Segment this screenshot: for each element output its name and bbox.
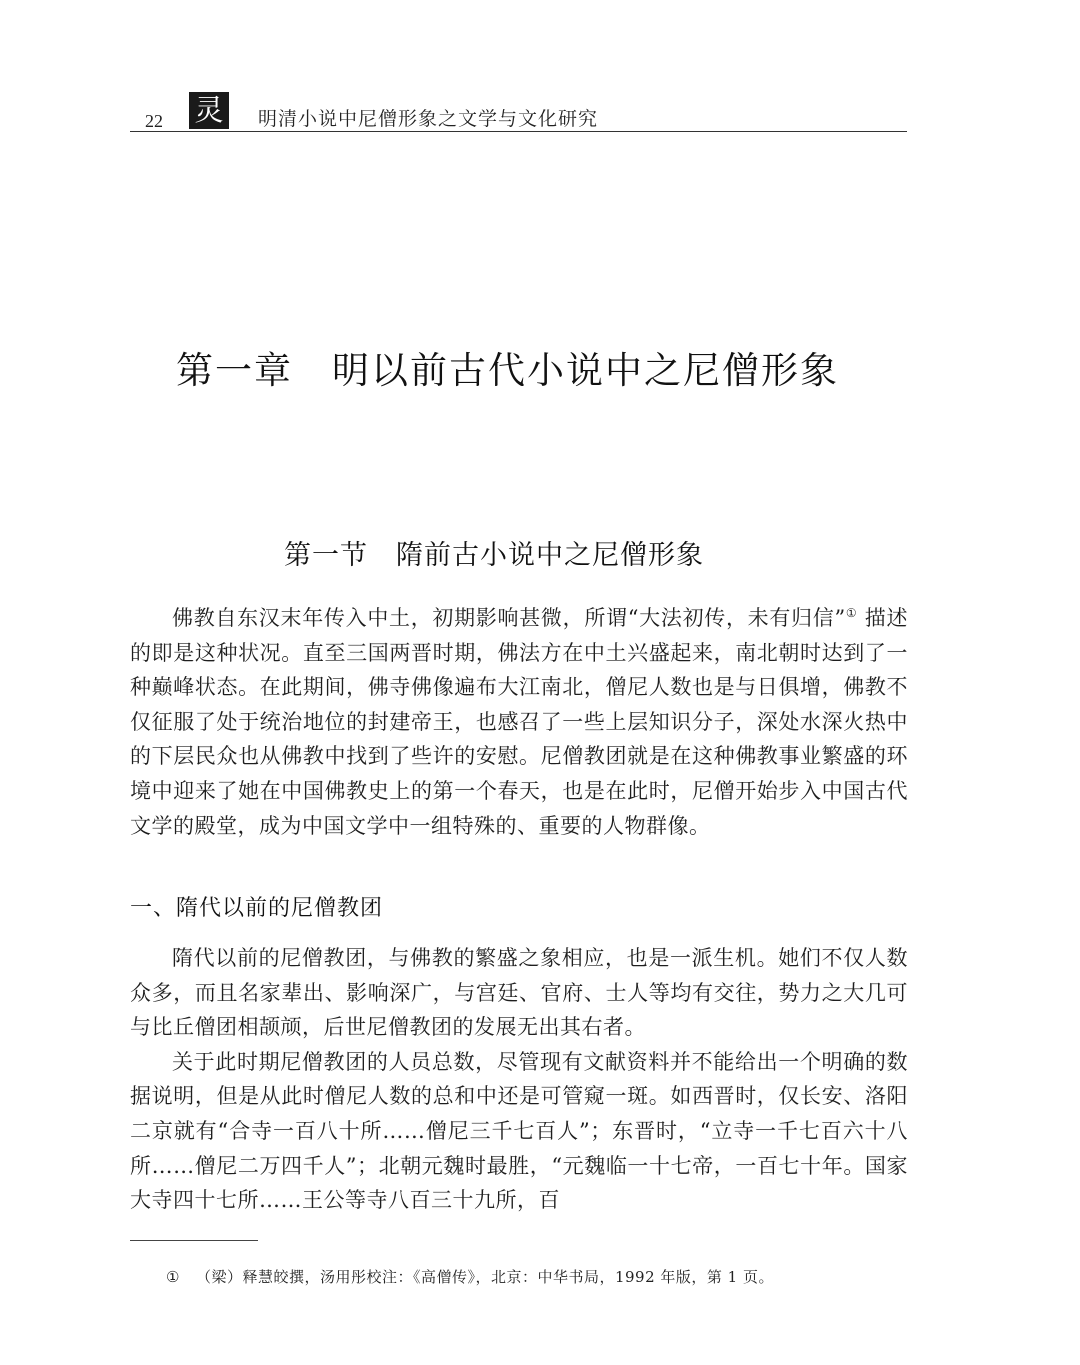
subheading: 一、隋代以前的尼僧教团 bbox=[130, 896, 384, 921]
series-logo: 灵 bbox=[189, 92, 229, 129]
body-block-2 bbox=[130, 941, 908, 1218]
page-number: 22 bbox=[145, 111, 163, 131]
paragraph: 关于此时期尼僧教团的人员总数，尽管现有文献资料并不能给出一个明确的数据说明，但是从此时僧尼人数的总和中还是可管窥一斑。如西晋时，仅长安、洛阳二京就有“合寺一百八十所……僧尼三千七百人”；东晋时，“立寺一千七百六十八所……僧尼二万四千人”；北朝元魏时最胜，“元魏临一十七帝，一百七十年。国家大寺四十七所……王公等寺八百三十九所，百 bbox=[130, 1049, 908, 1213]
footnote-rule bbox=[130, 1240, 258, 1241]
paragraph-text: 描述的即是这种状况。直至三国两晋时期，佛法方在中土兴盛起来，南北朝时达到了一种巅峰状态。在此期间，佛寺佛像遍布大江南北，僧尼人数也是与日俱增，佛教不仅征服了处于统治地位的封建帝王，也感召了一些上层知识分子，深处水深火热中的下层民众也从佛教中找到了些许的安慰。尼僧教团就是在这种佛教事业繁盛的环境中迎来了她在中国佛教史上的第一个春天，也是在此时，尼僧开始步入中国古代文学的殿堂，成为中国文学中一组特殊的、重要的人物群像。 bbox=[130, 606, 908, 838]
paragraph: 隋代以前的尼僧教团，与佛教的繁盛之象相应，也是一派生机。她们不仅人数众多，而且名家辈出、影响深广，与宫廷、官府、士人等均有交往，势力之大几可与比丘僧团相颉颃，后世尼僧教团的发展无出其右者。 bbox=[130, 946, 908, 1040]
footnote-text: （梁）释慧皎撰，汤用彤校注：《高僧传》，北京：中华书局，1992 年版，第 1 页。 bbox=[195, 1268, 774, 1286]
paragraph bbox=[130, 601, 908, 843]
footnote bbox=[166, 1266, 774, 1287]
paragraph-text: 佛教自东汉末年传入中土，初期影响甚微，所谓“大法初传，未有归信” bbox=[172, 606, 846, 630]
body-block-1 bbox=[130, 601, 908, 843]
footnote-reference[interactable]: ① bbox=[845, 606, 858, 620]
section-title: 第一节 隋前古小说中之尼僧形象 bbox=[284, 540, 704, 571]
chapter-title: 第一章 明以前古代小说中之尼僧形象 bbox=[176, 349, 839, 392]
footnote-mark: ① bbox=[166, 1268, 180, 1286]
header-rule bbox=[130, 131, 907, 132]
running-title: 明清小说中尼僧形象之文学与文化研究 bbox=[258, 108, 599, 130]
